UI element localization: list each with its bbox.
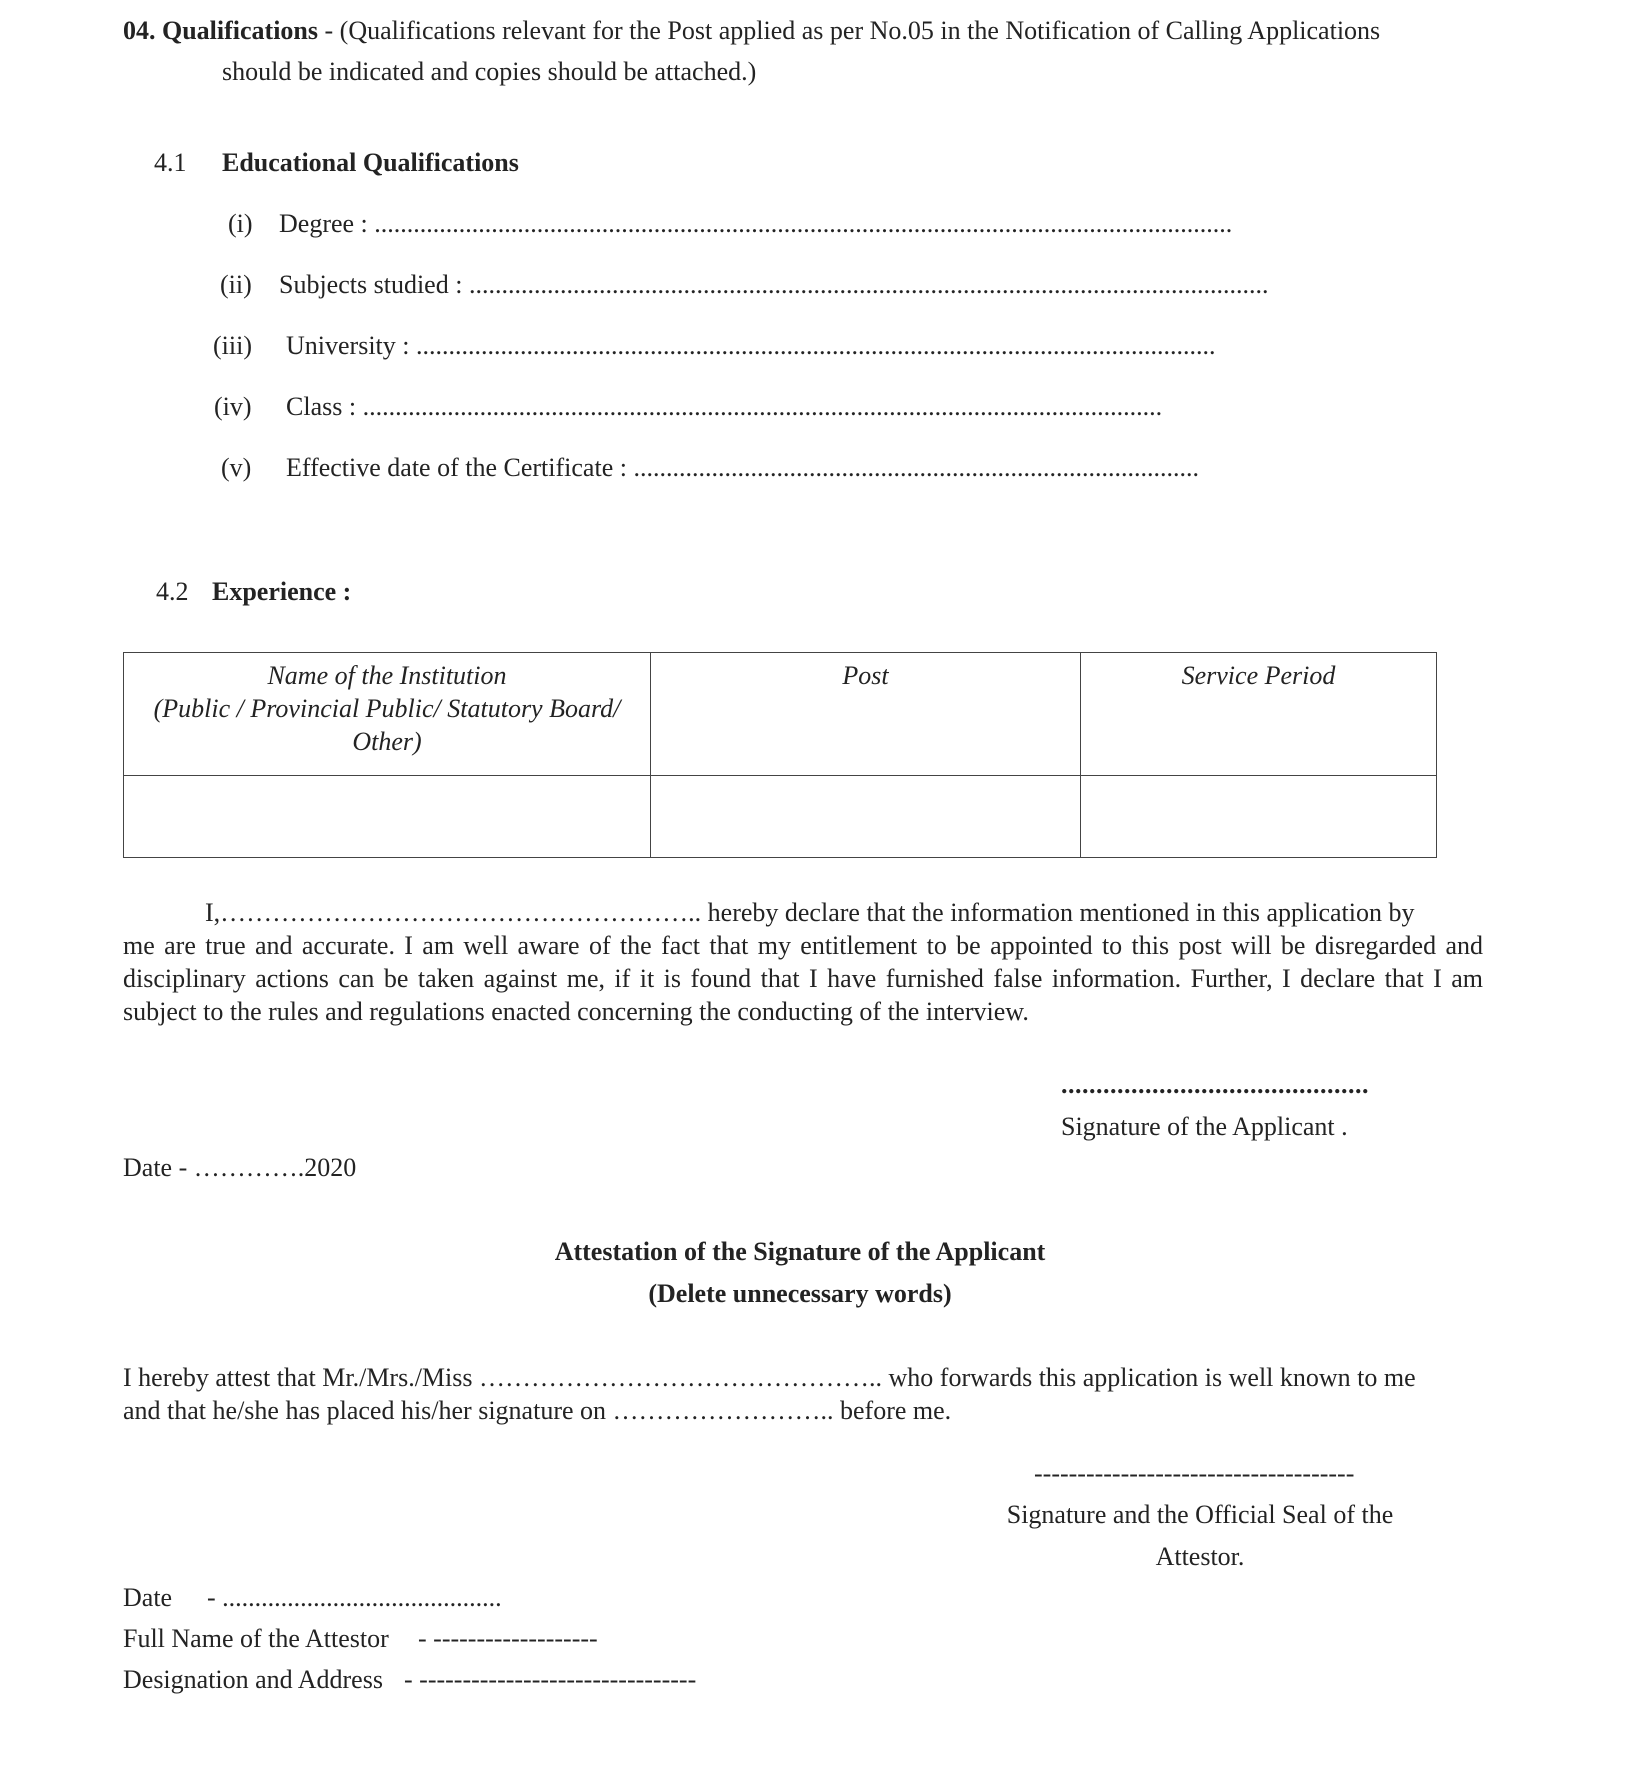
qualification-item-degree[interactable] [279, 209, 1232, 239]
section-04-description-line2: should be indicated and copies should be attached.) [222, 57, 757, 86]
applicant-signature-line[interactable]: ............................................ [1061, 1070, 1369, 1099]
section-42-title: Experience : [212, 577, 352, 606]
qualification-item-class[interactable] [286, 392, 1162, 422]
university-field[interactable]: ........................................................................................................................... [416, 331, 1216, 360]
header-post: Post [651, 653, 1081, 776]
certificate-date-label: Effective date of the Certificate : [286, 453, 627, 482]
class-field[interactable]: ........................................................................................................................... [362, 392, 1163, 421]
section-41-number: 4.1 [154, 148, 187, 177]
qualification-item-subjects-number: (ii) [220, 270, 252, 299]
service-period-cell[interactable] [1081, 776, 1437, 858]
header-institution [124, 653, 651, 776]
qualification-item-certificate-date-number: (v) [221, 453, 252, 482]
university-label: University : [286, 331, 410, 360]
attestor-signature-label-line1: Signature and the Official Seal of the [1006, 1500, 1394, 1529]
qualification-item-subjects[interactable] [279, 270, 1268, 300]
qualification-item-university-number: (iii) [213, 331, 252, 360]
declaration-date[interactable]: Date - ………….2020 [123, 1153, 357, 1182]
institution-cell[interactable] [124, 776, 651, 858]
experience-table [123, 652, 1437, 858]
qualification-item-degree-number: (i) [228, 209, 253, 238]
attestation-paragraph-line1: I hereby attest that Mr./Mrs./Miss ……………………………………….. who forwards this application is well known to me [123, 1363, 1416, 1392]
subjects-label: Subjects studied : [279, 270, 463, 299]
certificate-date-field[interactable]: ....................................................................................... [633, 453, 1199, 482]
declaration-body: me are true and accurate. I am well aware of the fact that my entitlement to be appointed to this post will be disregarded and disciplinary actions can be taken against me, if it is found that I have furnished false information. Further, I declare that I am subject to the rules and regulations enacted concerning the conducting of the interview. [123, 931, 1483, 1026]
table-row [124, 776, 1437, 858]
section-04-heading [123, 16, 1380, 46]
attestor-signature-label-line2: Attestor. [1155, 1542, 1245, 1571]
section-04-title: Qualifications [162, 16, 319, 45]
qualification-item-certificate-date[interactable] [286, 453, 1199, 483]
applicant-signature-label: Signature of the Applicant . [1061, 1112, 1348, 1141]
section-42-number: 4.2 [156, 577, 189, 606]
degree-field[interactable]: .................................................................................................................................... [374, 209, 1233, 238]
degree-label: Degree : [279, 209, 368, 238]
header-institution-line1: Name of the Institution [267, 661, 507, 690]
attestor-full-name-label: Full Name of the Attestor [123, 1624, 389, 1653]
attestation-paragraph-line2: and that he/she has placed his/her signature on …………………….. before me. [123, 1396, 952, 1425]
attestation-paragraph [123, 1361, 1483, 1427]
attestor-date-field[interactable]: - ........................................... [207, 1583, 502, 1612]
declaration-paragraph [123, 896, 1483, 1028]
post-cell[interactable] [651, 776, 1081, 858]
section-41-title: Educational Qualifications [222, 148, 519, 177]
attestor-date-label: Date [123, 1583, 173, 1612]
section-04-description: - (Qualifications relevant for the Post applied as per No.05 in the Notification of Calling Applications [324, 16, 1381, 45]
attestation-title: Attestation of the Signature of the Applicant [554, 1237, 1046, 1266]
attestation-subtitle: (Delete unnecessary words) [648, 1279, 952, 1308]
experience-table-header-row [124, 653, 1437, 776]
header-institution-line2: (Public / Provincial Public/ Statutory Board/ [153, 694, 621, 723]
header-institution-line3: Other) [352, 727, 422, 756]
attestor-signature-line[interactable]: ------------------------------------- [1034, 1459, 1355, 1488]
attestor-full-name-field[interactable]: - ------------------- [418, 1624, 598, 1653]
subjects-field[interactable]: ........................................................................................................................... [468, 270, 1269, 299]
qualification-item-university[interactable] [286, 331, 1216, 361]
qualification-item-class-number: (iv) [214, 392, 252, 421]
section-04-number: 04. [123, 16, 156, 45]
header-service-period: Service Period [1081, 653, 1437, 776]
class-label: Class : [286, 392, 357, 421]
attestor-designation-label: Designation and Address [123, 1665, 383, 1694]
attestor-designation-field[interactable]: - -------------------------------- [404, 1665, 697, 1694]
declaration-first-line: I,……………………………………………….. hereby declare that the information mentioned in this application by [205, 898, 1415, 927]
